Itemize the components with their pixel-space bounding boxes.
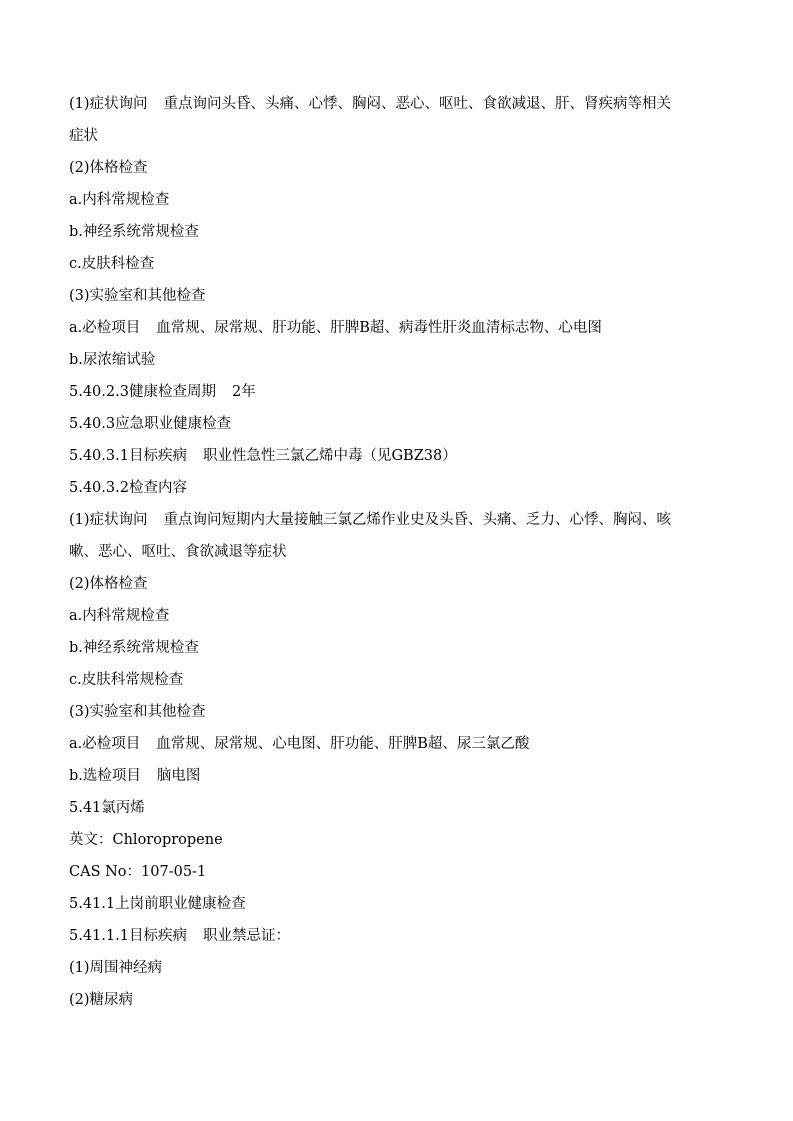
text-line: 5.40.3.2检查内容 — [69, 480, 187, 496]
text-line: (1)周围神经病 — [69, 960, 163, 976]
text-line: (2)糖尿病 — [69, 992, 134, 1008]
text-line: 5.41.1上岗前职业健康检查 — [69, 896, 246, 912]
text-line: a.必检项目 血常规、尿常规、肝功能、肝脾B超、病毒性肝炎血清标志物、心电图 — [69, 320, 602, 336]
text-line: c.皮肤科常规检查 — [69, 672, 184, 688]
text-line: (1)症状询问 重点询问短期内大量接触三氯乙烯作业史及头昏、头痛、乏力、心悸、胸闷、咳 — [69, 512, 672, 528]
text-line: c.皮肤科检查 — [69, 256, 155, 272]
text-line: b.尿浓缩试验 — [69, 352, 156, 368]
text-line: 英文：Chloropropene — [69, 832, 223, 848]
text-line: 5.40.3应急职业健康检查 — [69, 416, 232, 432]
text-line: b.神经系统常规检查 — [69, 640, 199, 656]
text-line: b.选检项目 脑电图 — [69, 768, 201, 784]
text-line: CAS No：107-05-1 — [69, 864, 207, 880]
text-line: 5.41.1.1目标疾病 职业禁忌证： — [69, 928, 290, 944]
text-line: (2)体格检查 — [69, 160, 148, 176]
text-line: 嗽、恶心、呕吐、食欲减退等症状 — [69, 544, 287, 560]
text-line: b.神经系统常规检查 — [69, 224, 199, 240]
text-line: 5.40.2.3健康检查周期 2年 — [69, 384, 256, 400]
text-line: (1)症状询问 重点询问头昏、头痛、心悸、胸闷、恶心、呕吐、食欲减退、肝、肾疾病等相关 — [69, 96, 672, 112]
text-line: (3)实验室和其他检查 — [69, 704, 206, 720]
text-line: 5.40.3.1目标疾病 职业性急性三氯乙烯中毒（见GBZ38） — [69, 448, 457, 464]
text-line: a.必检项目 血常规、尿常规、心电图、肝功能、肝脾B超、尿三氯乙酸 — [69, 736, 530, 752]
text-line: a.内科常规检查 — [69, 608, 170, 624]
text-line: 5.41氯丙烯 — [69, 800, 145, 816]
text-line: 症状 — [69, 128, 98, 144]
text-line: (2)体格检查 — [69, 576, 148, 592]
text-line: (3)实验室和其他检查 — [69, 288, 206, 304]
text-line: a.内科常规检查 — [69, 192, 170, 208]
